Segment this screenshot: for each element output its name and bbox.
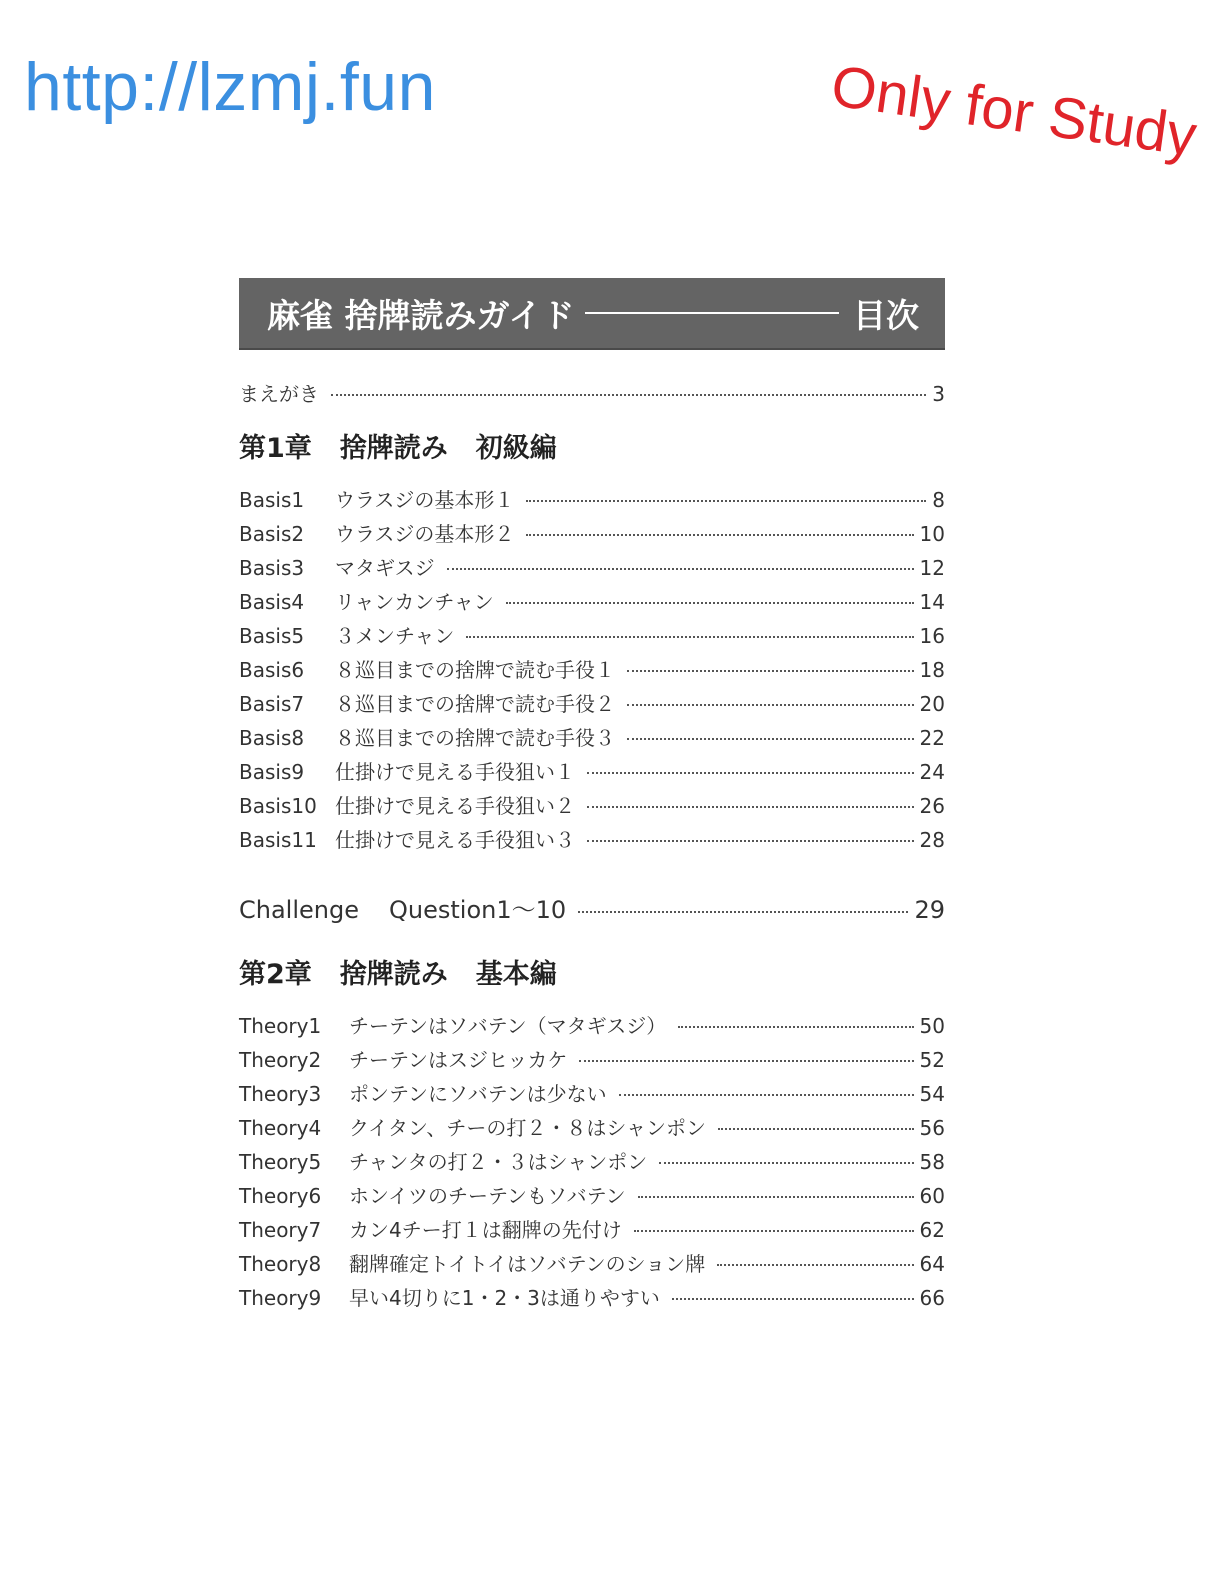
chapter-label: 第1章 bbox=[239, 433, 312, 464]
entry-page: 12 bbox=[919, 556, 945, 580]
dot-leader bbox=[579, 1060, 913, 1062]
chapter-heading-part-a: 捨牌読み bbox=[339, 959, 448, 990]
entry-page: 22 bbox=[919, 726, 945, 750]
entry-title: チーテンはソバテン（マタギスジ） bbox=[349, 1014, 667, 1038]
toc-header-band bbox=[239, 278, 945, 350]
toc-entry[interactable] bbox=[239, 620, 945, 649]
entry-page: 28 bbox=[919, 828, 945, 852]
book-title: 麻雀 捨牌読みガイド bbox=[267, 295, 575, 335]
dot-leader bbox=[638, 1196, 914, 1198]
dot-leader bbox=[587, 806, 914, 808]
entry-title: チャンタの打２・３はシャンポン bbox=[349, 1150, 648, 1174]
entry-title: カン4チー打１は翻牌の先付け bbox=[349, 1218, 622, 1242]
entry-code: Theory5 bbox=[239, 1150, 322, 1174]
entry-page: 62 bbox=[919, 1218, 945, 1242]
toc-entry[interactable] bbox=[239, 484, 945, 513]
entry-title: クイタン、チーの打２・８はシャンポン bbox=[349, 1116, 706, 1140]
dot-leader bbox=[578, 911, 908, 913]
entry-title: ポンテンにソバテンは少ない bbox=[349, 1082, 607, 1106]
entry-title: マタギスジ bbox=[335, 556, 435, 580]
dot-leader bbox=[717, 1264, 913, 1266]
dot-leader bbox=[627, 738, 914, 740]
entry-page: 56 bbox=[919, 1116, 945, 1140]
entry-code: Basis7 bbox=[239, 692, 305, 716]
entry-page: 50 bbox=[919, 1014, 945, 1038]
entry-code: Theory8 bbox=[239, 1252, 322, 1276]
chapter-heading-part-b: 基本編 bbox=[475, 959, 557, 990]
entry-title: 仕掛けで見える手役狙い１ bbox=[335, 760, 575, 784]
dot-leader bbox=[672, 1298, 914, 1300]
chapter-label: 第2章 bbox=[239, 959, 312, 990]
entry-title: 早い4切りに1・2・3は通りやすい bbox=[349, 1286, 660, 1310]
entry-code: Basis8 bbox=[239, 726, 305, 750]
dot-leader bbox=[619, 1094, 914, 1096]
toc-label: 目次 bbox=[853, 295, 919, 335]
chapter-heading-part-b: 初級編 bbox=[475, 433, 557, 464]
entry-title: チーテンはスジヒッカケ bbox=[349, 1048, 568, 1072]
entry-page: 29 bbox=[914, 896, 945, 924]
toc-entry[interactable] bbox=[239, 1248, 945, 1277]
chapter-2-heading bbox=[239, 952, 585, 991]
dot-leader bbox=[331, 394, 926, 396]
entry-code: Basis1 bbox=[239, 488, 305, 512]
toc-entry[interactable] bbox=[239, 654, 945, 683]
entry-title: ８巡目までの捨牌で読む手役２ bbox=[335, 692, 615, 716]
entry-page: 20 bbox=[919, 692, 945, 716]
entry-code: Basis6 bbox=[239, 658, 305, 682]
toc-entry[interactable] bbox=[239, 552, 945, 581]
entry-title: リャンカンチャン bbox=[335, 590, 494, 614]
entry-title: Question1〜10 bbox=[389, 896, 567, 924]
entry-title: ウラスジの基本形１ bbox=[335, 488, 515, 512]
entry-code: Theory6 bbox=[239, 1184, 322, 1208]
entry-page: 60 bbox=[919, 1184, 945, 1208]
dot-leader bbox=[466, 636, 913, 638]
entry-page: 3 bbox=[932, 382, 945, 406]
toc-entry[interactable] bbox=[239, 1044, 945, 1073]
entry-code: Basis5 bbox=[239, 624, 305, 648]
dot-leader bbox=[627, 670, 914, 672]
entry-title: ８巡目までの捨牌で読む手役１ bbox=[335, 658, 615, 682]
entry-page: 54 bbox=[919, 1082, 945, 1106]
entry-code: Basis10 bbox=[239, 794, 317, 818]
entry-code: Challenge bbox=[239, 896, 359, 924]
entry-code: Theory1 bbox=[239, 1014, 322, 1038]
dot-leader bbox=[678, 1026, 913, 1028]
entry-page: 18 bbox=[919, 658, 945, 682]
entry-title: ３メンチャン bbox=[335, 624, 455, 648]
toc-entry[interactable] bbox=[239, 688, 945, 717]
table-of-contents bbox=[239, 278, 945, 1310]
dot-leader bbox=[526, 500, 926, 502]
entry-page: 8 bbox=[932, 488, 945, 512]
toc-entry[interactable] bbox=[239, 1078, 945, 1107]
watermark-study-notice: Only for Study bbox=[827, 53, 1201, 169]
entry-title: ホンイツのチーテンもソバテン bbox=[349, 1184, 626, 1208]
entry-code: Theory7 bbox=[239, 1218, 322, 1242]
toc-entry[interactable] bbox=[239, 1282, 945, 1311]
toc-entry[interactable] bbox=[239, 1010, 945, 1039]
toc-entry-challenge[interactable] bbox=[239, 890, 945, 925]
dot-leader bbox=[718, 1128, 914, 1130]
entry-page: 26 bbox=[919, 794, 945, 818]
entry-page: 14 bbox=[919, 590, 945, 614]
dot-leader bbox=[587, 840, 914, 842]
toc-entry-preface[interactable] bbox=[239, 378, 945, 407]
toc-entry[interactable] bbox=[239, 824, 945, 853]
entry-page: 52 bbox=[919, 1048, 945, 1072]
dot-leader bbox=[526, 534, 913, 536]
toc-entry[interactable] bbox=[239, 722, 945, 751]
entry-code: Basis9 bbox=[239, 760, 305, 784]
entry-title: 仕掛けで見える手役狙い２ bbox=[335, 794, 575, 818]
entry-page: 16 bbox=[919, 624, 945, 648]
dot-leader bbox=[506, 602, 914, 604]
entry-page: 58 bbox=[919, 1150, 945, 1174]
entry-page: 24 bbox=[919, 760, 945, 784]
toc-entry[interactable] bbox=[239, 586, 945, 615]
entry-code: Basis4 bbox=[239, 590, 305, 614]
chapter-heading-part-a: 捨牌読み bbox=[339, 433, 448, 464]
watermark-url: http://lzmj.fun bbox=[24, 49, 436, 125]
entry-title: ８巡目までの捨牌で読む手役３ bbox=[335, 726, 615, 750]
dot-leader bbox=[447, 568, 914, 570]
header-rule bbox=[585, 312, 840, 314]
entry-code: Basis2 bbox=[239, 522, 305, 546]
entry-code: Basis11 bbox=[239, 828, 317, 852]
toc-entry[interactable] bbox=[239, 1146, 945, 1175]
toc-entry[interactable] bbox=[239, 1112, 945, 1141]
entry-code: Theory9 bbox=[239, 1286, 322, 1310]
toc-entry[interactable] bbox=[239, 1214, 945, 1243]
entry-code: Theory3 bbox=[239, 1082, 322, 1106]
entry-code: Theory2 bbox=[239, 1048, 322, 1072]
toc-entry[interactable] bbox=[239, 1180, 945, 1209]
entry-page: 10 bbox=[919, 522, 945, 546]
entry-page: 64 bbox=[919, 1252, 945, 1276]
entry-title: まえがき bbox=[239, 382, 319, 406]
dot-leader bbox=[659, 1162, 913, 1164]
toc-entry[interactable] bbox=[239, 518, 945, 547]
dot-leader bbox=[627, 704, 914, 706]
toc-entry[interactable] bbox=[239, 790, 945, 819]
entry-code: Theory4 bbox=[239, 1116, 322, 1140]
entry-title: ウラスジの基本形２ bbox=[335, 522, 515, 546]
entry-code: Basis3 bbox=[239, 556, 305, 580]
entry-title: 仕掛けで見える手役狙い３ bbox=[335, 828, 575, 852]
chapter-1-heading bbox=[239, 426, 585, 465]
dot-leader bbox=[587, 772, 914, 774]
dot-leader bbox=[634, 1230, 914, 1232]
toc-entry[interactable] bbox=[239, 756, 945, 785]
entry-page: 66 bbox=[919, 1286, 945, 1310]
entry-title: 翻牌確定トイトイはソバテンのション牌 bbox=[349, 1252, 706, 1276]
